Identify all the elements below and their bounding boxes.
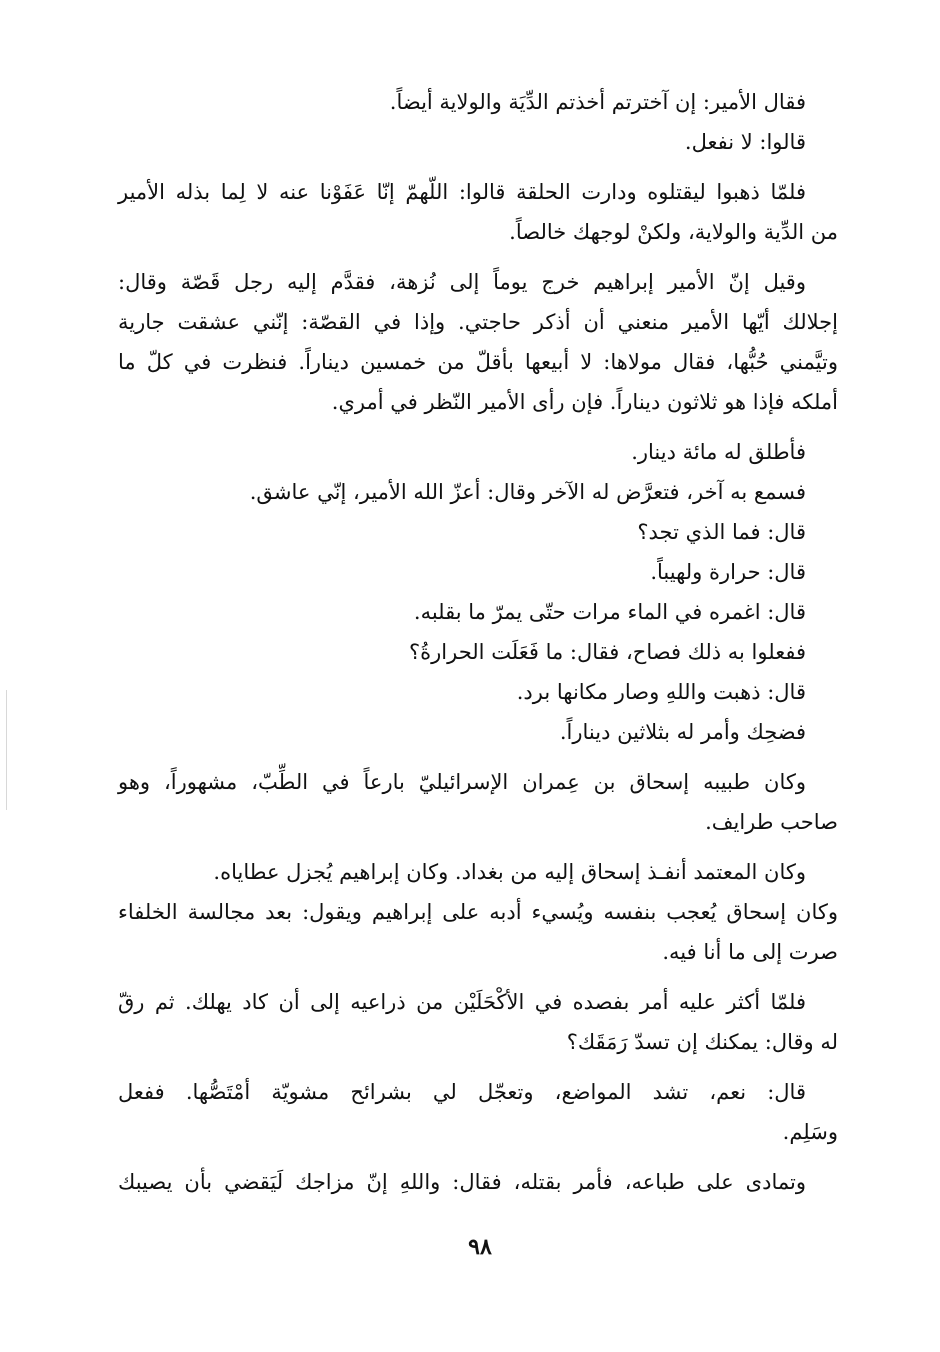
text-line: صرت إلى ما أنا فيه.: [662, 940, 838, 964]
paragraph-gap: [118, 752, 838, 762]
text-line: من الدِّية والولاية، ولكنْ لوجهك خالصاً.: [509, 220, 838, 244]
paragraph-gap: [118, 1062, 838, 1072]
page-number: ٩٨: [468, 1234, 492, 1260]
text-line: قال: نعم، تشد المواضع، وتعجّل لي بشرائح مشويّة أمْتَصُّها. ففعل: [118, 1080, 806, 1104]
text-line: صاحب طرايف.: [705, 810, 838, 834]
text-line: فلمّا أكثر عليه أمر بفصده في الأكْحَلَيْن من ذراعيه إلى أن كاد يهلك. ثم رقّ: [118, 990, 806, 1014]
text-line: وتيَّمني حُبُّها، فقال مولاها: لا أبيعها بأقلّ من خمسين ديناراً. فنظرت في كلّ ما: [118, 350, 838, 374]
text-line: فسمع به آخر، فتعرَّض له الآخر وقال: أعزّ الله الأمير، إنّي عاشق.: [249, 480, 806, 504]
scan-edge-line: [6, 690, 7, 810]
text-line: قالوا: لا نفعل.: [684, 130, 806, 154]
page-body-text: [118, 82, 838, 1202]
paragraph-gap: [118, 1152, 838, 1162]
text-line: إجلالك أيّها الأمير منعني أن أذكر حاجتي. وإذا في القصّة: إنّني عشقت جارية: [118, 310, 838, 334]
paragraph-gap: [118, 162, 838, 172]
text-line: ففعلوا به ذلك فصاح، فقال: ما فَعَلَت الحرارةُ؟: [409, 640, 806, 664]
text-line: قال: اغمره في الماء مرات حتّى يمرّ ما بقلبه.: [413, 600, 806, 624]
paragraph-gap: [118, 422, 838, 432]
paragraph-gap: [118, 972, 838, 982]
text-line: أملكه فإذا هو ثلاثون ديناراً. فإن رأى الأمير النّظر في أمري.: [331, 390, 838, 414]
text-line: فأطلق له مائة دينار.: [631, 440, 806, 464]
text-line: وكان طبيبه إسحاق بن عِمران الإسرائيليّ بارعاً في الطِّبّ، مشهوراً، وهو: [118, 770, 806, 794]
text-line: قال: ذهبت واللهِ وصار مكانها برد.: [516, 680, 806, 704]
text-line: قال: فما الذي تجد؟: [637, 520, 806, 544]
paragraph-gap: [118, 842, 838, 852]
text-line: له وقال: يمكنك إن تسدّ رَمَقَك؟: [566, 1030, 838, 1054]
paragraph-gap: [118, 252, 838, 262]
text-line: فلمّا ذهبوا ليقتلوه ودارت الحلقة قالوا: اللّهمّ إنّا عَفَوْنا عنه لا لِما بذله الأمير: [118, 180, 806, 204]
text-line: وكان إسحاق يُعجب بنفسه ويُسيء أدبه على إبراهيم ويقول: بعد مجالسة الخلفاء: [118, 900, 838, 924]
text-line: فضحِك وأمر له بثلاثين ديناراً.: [559, 720, 806, 744]
text-line: وسَلِم.: [782, 1120, 838, 1144]
text-line: فقال الأمير: إن آخترتم أخذتم الدِّيَة والولاية أيضاً.: [389, 90, 806, 114]
text-line: وكان المعتمد أنفـذ إسحاق إليه من بغداد. وكان إبراهيم يُجزل عطاياه.: [213, 860, 806, 884]
text-line: قال: حرارة ولهيباً.: [650, 560, 806, 584]
text-line: وقيل إنّ الأمير إبراهيم خرج يوماً إلى نُزهة، فقدَّم إليه رجل قَصّة وقال:: [118, 270, 806, 294]
text-line: وتمادى على طباعه، فأمر بقتله، فقال: واللهِ إنّ مزاجك لَيَقضي بأن يصيبك: [118, 1170, 806, 1194]
